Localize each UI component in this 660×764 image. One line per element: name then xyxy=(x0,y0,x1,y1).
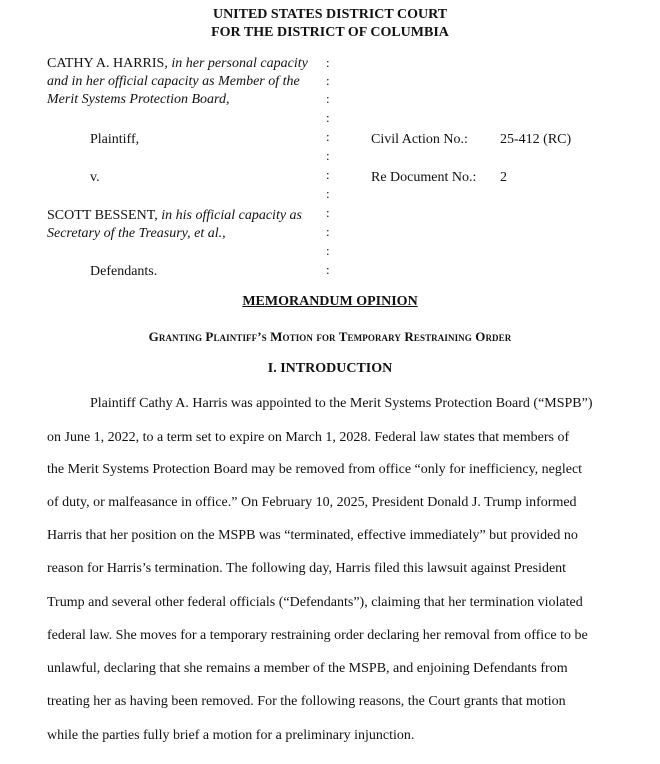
plaintiff-capacity-3: Merit Systems Protection Board, xyxy=(47,92,230,107)
caption-separator: : xyxy=(326,167,330,182)
plaintiff-name: CATHY A. HARRIS, xyxy=(47,56,168,71)
plaintiff-capacity-1: in her personal capacity xyxy=(171,56,308,71)
caption-separator: : xyxy=(326,129,330,144)
caption-separator: : xyxy=(326,110,330,125)
civil-action-label: Civil Action No.: xyxy=(371,132,468,147)
case-caption xyxy=(0,0,660,290)
body-line: the Merit Systems Protection Board may be removed from office “only for inefficiency, neglect xyxy=(47,462,583,477)
body-line: treating her as having been removed. For the following reasons, the Court grants that motion xyxy=(47,694,566,709)
caption-separator: : xyxy=(326,205,330,220)
plaintiff-label: Plaintiff, xyxy=(90,132,140,147)
caption-separator: : xyxy=(326,55,330,70)
defendant-line xyxy=(47,207,302,225)
body-line: on June 1, 2022, to a term set to expire on March 1, 2028. Federal law states that members of xyxy=(47,430,570,445)
body-line: while the parties fully brief a motion for a preliminary injunction. xyxy=(47,728,415,743)
caption-separator: : xyxy=(326,262,330,277)
re-document-value: 2 xyxy=(500,170,507,185)
granting-heading: Granting Plaintiff’s Motion for Temporary Restraining Order xyxy=(148,329,512,344)
section-heading: I. INTRODUCTION xyxy=(267,361,393,376)
memorandum-title-text: MEMORANDUM OPINION xyxy=(242,294,418,309)
memorandum-title xyxy=(0,293,660,311)
body-line: unlawful, declaring that she remains a member of the MSPB, and enjoining Defendants from xyxy=(47,661,568,676)
versus-label: v. xyxy=(90,170,100,185)
body-line: reason for Harris’s termination. The following day, Harris filed this lawsuit against President xyxy=(47,561,567,576)
court-district: FOR THE DISTRICT OF COLUMBIA xyxy=(211,25,449,40)
body-line: Harris that her position on the MSPB was “terminated, effective immediately” but provided no xyxy=(47,528,578,543)
body-line: federal law. She moves for a temporary restraining order declaring her removal from office to be xyxy=(47,628,588,643)
plaintiff-capacity-2: and in her official capacity as Member of the xyxy=(47,74,300,89)
body-line: of duty, or malfeasance in office.” On February 10, 2025, President Donald J. Trump informed xyxy=(47,495,577,510)
body-line: Plaintiff Cathy A. Harris was appointed to the Merit Systems Protection Board (“MSPB”) xyxy=(90,396,593,411)
defendant-name: SCOTT BESSENT, xyxy=(47,208,158,223)
civil-action-value: 25-412 (RC) xyxy=(500,132,572,147)
re-document-label: Re Document No.: xyxy=(371,170,477,185)
caption-separator: : xyxy=(326,186,330,201)
caption-separator: : xyxy=(326,243,330,258)
body-line: Trump and several other federal officials (“Defendants”), claiming that her termination violated xyxy=(47,595,583,610)
caption-separator: : xyxy=(326,73,330,88)
defendants-label: Defendants. xyxy=(90,264,158,279)
caption-separator: : xyxy=(326,91,330,106)
caption-separator: : xyxy=(326,224,330,239)
court-name: UNITED STATES DISTRICT COURT xyxy=(212,7,448,22)
defendant-capacity-1: in his official capacity as xyxy=(161,208,302,223)
plaintiff-line xyxy=(47,55,308,73)
defendant-capacity-2: Secretary of the Treasury, et al., xyxy=(47,226,226,241)
caption-separator: : xyxy=(326,148,330,163)
